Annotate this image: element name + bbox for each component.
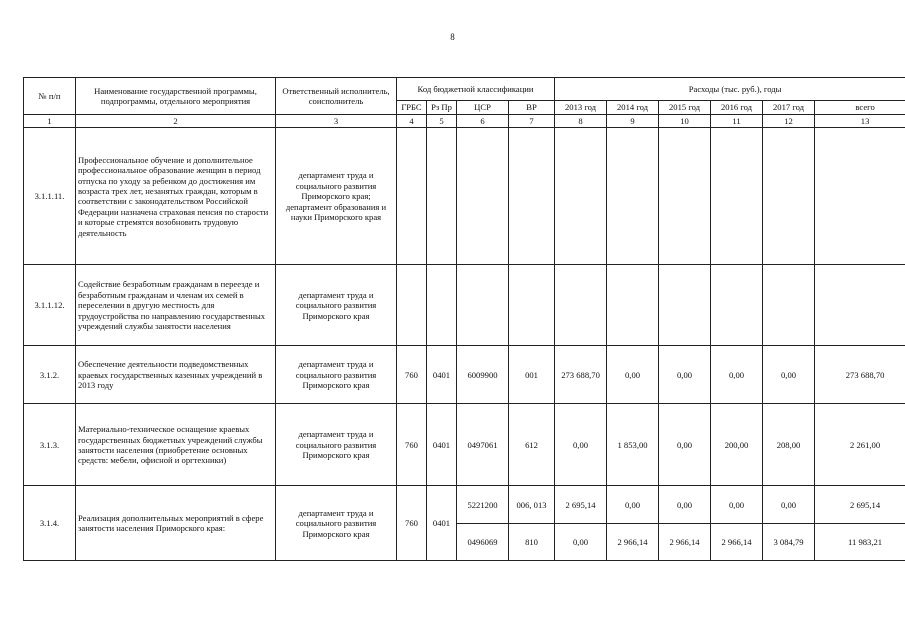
- cell-csr: [457, 128, 509, 265]
- cell-csr: [457, 265, 509, 346]
- header-budget-code: Код бюджетной классификации: [397, 78, 555, 101]
- cell-total: 2 261,00: [815, 404, 905, 486]
- cell-vr: 006, 013: [509, 486, 555, 524]
- col-number: 10: [659, 115, 711, 128]
- cell-rzpr: 0401: [427, 404, 457, 486]
- col-number: 6: [457, 115, 509, 128]
- cell-2016: [711, 265, 763, 346]
- row-number: 3.1.1.11.: [24, 128, 76, 265]
- cell-2014: 0,00: [607, 346, 659, 404]
- cell-2017: 208,00: [763, 404, 815, 486]
- cell-2014: 2 966,14: [607, 524, 659, 561]
- cell-rzpr: [427, 265, 457, 346]
- row-name: Обеспечение деятельности подведомственных краевых государственных казенных учреждений в 2013 году: [76, 346, 276, 404]
- cell-2015: [659, 128, 711, 265]
- cell-rzpr: [427, 128, 457, 265]
- cell-2013: 273 688,70: [555, 346, 607, 404]
- cell-total: [815, 128, 905, 265]
- row-executor: департамент труда и социального развития Приморского края: [276, 346, 397, 404]
- cell-grbs: 760: [397, 404, 427, 486]
- header-num: № п/п: [24, 78, 76, 115]
- cell-2017: [763, 128, 815, 265]
- cell-2015: 0,00: [659, 486, 711, 524]
- cell-vr: [509, 265, 555, 346]
- header-grbs: ГРБС: [397, 101, 427, 115]
- header-row-1: [24, 78, 905, 101]
- header-2014: 2014 год: [607, 101, 659, 115]
- table-row: [24, 404, 905, 486]
- col-number: 7: [509, 115, 555, 128]
- col-number: 13: [815, 115, 905, 128]
- cell-grbs: 760: [397, 346, 427, 404]
- cell-2013: [555, 128, 607, 265]
- cell-vr: 810: [509, 524, 555, 561]
- cell-grbs: [397, 265, 427, 346]
- cell-total: 2 695,14: [815, 486, 905, 524]
- cell-2015: 0,00: [659, 404, 711, 486]
- header-2013: 2013 год: [555, 101, 607, 115]
- row-number: 3.1.3.: [24, 404, 76, 486]
- header-2017: 2017 год: [763, 101, 815, 115]
- header-csr: ЦСР: [457, 101, 509, 115]
- col-number: 2: [76, 115, 276, 128]
- cell-2015: 2 966,14: [659, 524, 711, 561]
- row-name: Содействие безработным гражданам в переезде и безработным гражданам и членам их семей в переселении в другую местность для трудоустройства по направлению государственных учреждений службы занятости населения: [76, 265, 276, 346]
- cell-vr: 001: [509, 346, 555, 404]
- cell-2013: [555, 265, 607, 346]
- cell-csr: 0497061: [457, 404, 509, 486]
- col-number: 5: [427, 115, 457, 128]
- cell-csr: 6009900: [457, 346, 509, 404]
- col-number: 9: [607, 115, 659, 128]
- cell-2017: 0,00: [763, 486, 815, 524]
- cell-2016: 0,00: [711, 346, 763, 404]
- cell-2016: [711, 128, 763, 265]
- col-number: 8: [555, 115, 607, 128]
- cell-grbs: 760: [397, 486, 427, 561]
- col-number: 3: [276, 115, 397, 128]
- cell-total: 11 983,21: [815, 524, 905, 561]
- cell-2013: 0,00: [555, 404, 607, 486]
- header-executor: Ответственный исполнитель, соисполнитель: [276, 78, 397, 115]
- cell-2013: 0,00: [555, 524, 607, 561]
- row-executor: департамент труда и социального развития Приморского края: [276, 265, 397, 346]
- row-name: Материально-техническое оснащение краевых государственных бюджетных учреждений службы занятости населения (приобретение основных средств: мебели, офисной и оргтехники): [76, 404, 276, 486]
- cell-2014: 0,00: [607, 486, 659, 524]
- cell-2014: [607, 265, 659, 346]
- cell-vr: [509, 128, 555, 265]
- cell-2014: [607, 128, 659, 265]
- table-row: [24, 265, 905, 346]
- cell-2016: 0,00: [711, 486, 763, 524]
- header-2015: 2015 год: [659, 101, 711, 115]
- cell-rzpr: 0401: [427, 486, 457, 561]
- cell-rzpr: 0401: [427, 346, 457, 404]
- cell-total: [815, 265, 905, 346]
- cell-csr: 0496069: [457, 524, 509, 561]
- cell-2015: 0,00: [659, 346, 711, 404]
- cell-2017: 3 084,79: [763, 524, 815, 561]
- header-2016: 2016 год: [711, 101, 763, 115]
- header-name: Наименование государственной программы, подпрограммы, отдельного мероприятия: [76, 78, 276, 115]
- col-number: 1: [24, 115, 76, 128]
- column-number-row: [24, 115, 905, 128]
- row-name: Реализация дополнительных мероприятий в сфере занятости населения Приморского края:: [76, 486, 276, 561]
- cell-2015: [659, 265, 711, 346]
- cell-vr: 612: [509, 404, 555, 486]
- col-number: 4: [397, 115, 427, 128]
- cell-csr: 5221200: [457, 486, 509, 524]
- cell-2016: 2 966,14: [711, 524, 763, 561]
- row-number: 3.1.2.: [24, 346, 76, 404]
- row-executor: департамент труда и социального развития Приморского края; департамент образования и науки Приморского края: [276, 128, 397, 265]
- col-number: 12: [763, 115, 815, 128]
- budget-table: [23, 77, 905, 561]
- cell-total: 273 688,70: [815, 346, 905, 404]
- cell-2013: 2 695,14: [555, 486, 607, 524]
- row-executor: департамент труда и социального развития Приморского края: [276, 486, 397, 561]
- col-number: 11: [711, 115, 763, 128]
- header-expenses: Расходы (тыс. руб.), годы: [555, 78, 905, 101]
- table-row: [24, 346, 905, 404]
- header-rzpr: Рз Пр: [427, 101, 457, 115]
- cell-grbs: [397, 128, 427, 265]
- row-number: 3.1.4.: [24, 486, 76, 561]
- row-number: 3.1.1.12.: [24, 265, 76, 346]
- cell-2016: 200,00: [711, 404, 763, 486]
- page-number: 8: [450, 32, 455, 42]
- cell-2017: [763, 265, 815, 346]
- header-vr: ВР: [509, 101, 555, 115]
- row-name: Профессиональное обучение и дополнительное профессиональное образование женщин в период отпуска по уходу за ребенком до достижения им возраста трех лет, незанятых граждан, которым в соответствии с законодательством Российской Федерации назначена страховая пенсия по старости и которые стремятся возобновить трудовую деятельность: [76, 128, 276, 265]
- row-executor: департамент труда и социального развития Приморского края: [276, 404, 397, 486]
- header-total: всего: [815, 101, 905, 115]
- table-row: [24, 128, 905, 265]
- cell-2017: 0,00: [763, 346, 815, 404]
- cell-2014: 1 853,00: [607, 404, 659, 486]
- table-row: [24, 486, 905, 524]
